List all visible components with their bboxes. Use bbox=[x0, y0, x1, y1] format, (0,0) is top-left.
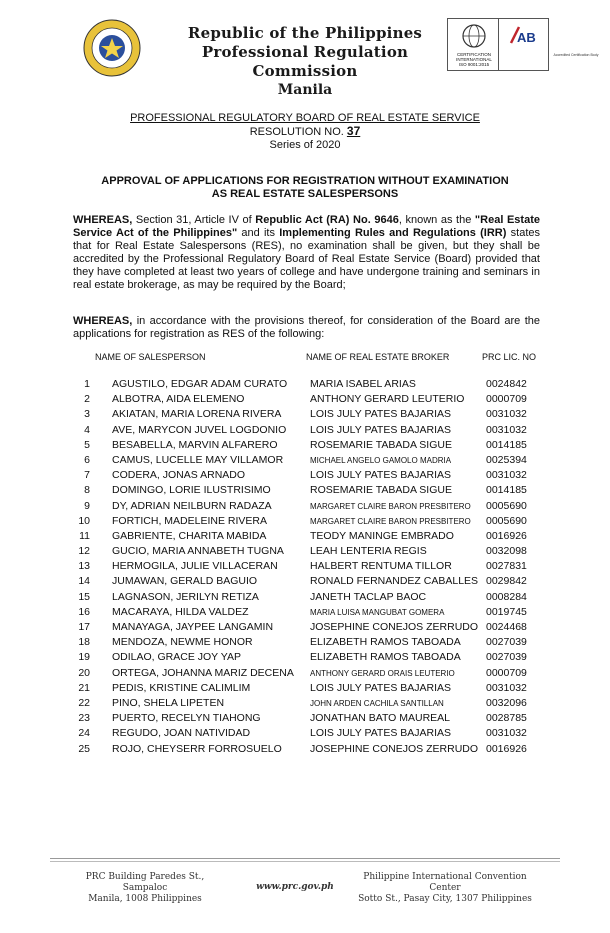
table-row bbox=[70, 424, 550, 439]
row-number: 21 bbox=[78, 681, 90, 694]
p1-act-title: "Real Estate Service Act of the Philippines" bbox=[73, 214, 540, 239]
row-number: 5 bbox=[84, 438, 90, 451]
license-number: 0000709 bbox=[486, 666, 527, 679]
table-row bbox=[70, 469, 550, 484]
license-number: 0031032 bbox=[486, 681, 527, 694]
p1-irr: Implementing Rules and Regulations (IRR) bbox=[279, 227, 507, 239]
broker-name: MARIA LUISA MANGUBAT GOMERA bbox=[310, 607, 445, 617]
broker-name: JOSEPHINE CONEJOS ZERRUDO bbox=[310, 742, 479, 755]
salesperson-name: BESABELLA, MARVIN ALFARERO bbox=[112, 438, 278, 451]
salesperson-name: CODERA, JONAS ARNADO bbox=[112, 469, 246, 482]
row-number: 11 bbox=[79, 529, 90, 542]
table-row bbox=[70, 697, 550, 712]
title-line-2: AS REAL ESTATE SALESPERSONS bbox=[211, 188, 399, 200]
salesperson-name: AGUSTILO, EDGAR ADAM CURATO bbox=[112, 378, 288, 390]
broker-name: HALBERT RENTUMA TILLOR bbox=[310, 560, 452, 573]
broker-name: MARIA ISABEL ARIAS bbox=[310, 378, 416, 390]
table-row bbox=[70, 378, 550, 393]
column-header-broker: NAME OF REAL ESTATE BROKER bbox=[306, 352, 450, 362]
broker-name: LOIS JULY PATES BAJARIAS bbox=[310, 727, 452, 740]
row-number: 8 bbox=[84, 484, 90, 497]
table-row bbox=[70, 651, 550, 666]
cert-left-label: CERTIFICATION INTERNATIONAL bbox=[456, 52, 492, 62]
cert-left-iso: ISO 9001:2015 bbox=[458, 62, 490, 67]
broker-name: JOHN ARDEN CACHILA SANTILLAN bbox=[310, 698, 444, 708]
license-number: 0005690 bbox=[486, 499, 527, 512]
license-number: 0027831 bbox=[486, 560, 527, 573]
table-row bbox=[70, 591, 550, 606]
salesperson-name: DOMINGO, LORIE ILUSTRISIMO bbox=[112, 484, 271, 497]
row-number: 25 bbox=[78, 742, 90, 755]
whereas-paragraph-2 bbox=[73, 315, 540, 341]
resolution-number: 37 bbox=[346, 124, 361, 138]
footer-website[interactable]: www.prc.gov.ph bbox=[256, 882, 334, 892]
broker-name: LOIS JULY PATES BAJARIAS bbox=[310, 681, 452, 694]
salesperson-name: REGUDO, JOAN NATIVIDAD bbox=[112, 727, 251, 740]
license-number: 0027039 bbox=[486, 651, 527, 664]
p1-text-a: Section 31, Article IV of bbox=[132, 214, 256, 226]
license-number: 0031032 bbox=[486, 423, 527, 436]
accreditation-ab-icon bbox=[499, 19, 549, 51]
salesperson-name: GUCIO, MARIA ANNABETH TUGNA bbox=[112, 545, 284, 558]
footer-left-line-2: Manila, 1008 Philippines bbox=[88, 894, 202, 904]
row-number: 6 bbox=[84, 453, 90, 466]
board-name: PROFESSIONAL REGULATORY BOARD OF REAL ESTATE SERVICE bbox=[130, 112, 480, 124]
broker-name: LOIS JULY PATES BAJARIAS bbox=[310, 423, 452, 436]
license-number: 0028785 bbox=[486, 712, 527, 725]
salesperson-name: JUMAWAN, GERALD BAGUIO bbox=[112, 575, 258, 588]
p2-text: in accordance with the provisions thereof, for consideration of the Board are the applications for registration as RES of the following: bbox=[73, 315, 540, 340]
salesperson-name: AKIATAN, MARIA LORENA RIVERA bbox=[112, 408, 282, 421]
table-row bbox=[70, 484, 550, 499]
whereas-paragraph-1 bbox=[73, 214, 540, 292]
row-number: 2 bbox=[84, 393, 90, 406]
row-number: 4 bbox=[84, 423, 90, 436]
table-row bbox=[70, 454, 550, 469]
salesperson-name: MACARAYA, HILDA VALDEZ bbox=[112, 605, 249, 618]
salesperson-name: CAMUS, LUCELLE MAY VILLAMOR bbox=[112, 453, 284, 466]
table-row bbox=[70, 575, 550, 590]
broker-name: LOIS JULY PATES BAJARIAS bbox=[310, 408, 452, 421]
broker-name: MARGARET CLAIRE BARON PRESBITERO bbox=[310, 501, 471, 511]
footer-left-line-1: PRC Building Paredes St., Sampaloc bbox=[85, 872, 205, 893]
footer-right-line-2: Sotto St., Pasay City, 1307 Philippines bbox=[358, 894, 532, 904]
salesperson-list bbox=[70, 378, 550, 758]
salesperson-name: PEDIS, KRISTINE CALIMLIM bbox=[112, 681, 251, 694]
broker-name: LOIS JULY PATES BAJARIAS bbox=[310, 469, 452, 482]
license-number: 0024842 bbox=[486, 378, 527, 390]
license-number: 0032096 bbox=[486, 696, 527, 709]
table-row bbox=[70, 393, 550, 408]
agency-header bbox=[150, 24, 460, 99]
document-title bbox=[0, 175, 610, 201]
cert-right-label: Accredited Certification Body bbox=[553, 53, 599, 57]
accreditation-ab-text: AB bbox=[517, 30, 536, 45]
license-number: 0014185 bbox=[486, 484, 527, 497]
salesperson-name: GABRIENTE, CHARITA MABIDA bbox=[112, 529, 267, 542]
salesperson-name: ALBOTRA, AIDA ELEMENO bbox=[112, 393, 245, 406]
broker-name: TEODY MANINGE EMBRADO bbox=[310, 529, 454, 542]
table-row bbox=[70, 530, 550, 545]
salesperson-name: ODILAO, GRACE JOY YAP bbox=[112, 651, 241, 664]
broker-name: ROSEMARIE TABADA SIGUE bbox=[310, 484, 452, 497]
row-number: 16 bbox=[78, 605, 90, 618]
row-number: 14 bbox=[78, 575, 90, 588]
p1-text-e: and its bbox=[237, 227, 280, 239]
license-number: 0032098 bbox=[486, 545, 527, 558]
row-number: 22 bbox=[78, 696, 90, 709]
salesperson-name: DY, ADRIAN NEILBURN RADAZA bbox=[112, 499, 272, 512]
license-number: 0016926 bbox=[486, 529, 527, 542]
license-number: 0031032 bbox=[486, 408, 527, 421]
column-header-license: PRC LIC. NO bbox=[482, 352, 537, 362]
accreditation-logo bbox=[499, 18, 599, 71]
row-number: 17 bbox=[78, 621, 90, 633]
license-number: 0031032 bbox=[486, 469, 527, 482]
license-number: 0014185 bbox=[486, 438, 527, 451]
certification-globe-icon bbox=[448, 19, 500, 51]
p1-text-c: , known as the bbox=[398, 214, 475, 226]
table-row bbox=[70, 515, 550, 530]
footer-address-right bbox=[350, 872, 540, 905]
table-row bbox=[70, 743, 550, 758]
prc-seal-logo bbox=[83, 19, 141, 77]
row-number: 9 bbox=[84, 499, 90, 512]
title-line-1: APPROVAL OF APPLICATIONS FOR REGISTRATION WITHOUT EXAMINATION bbox=[101, 175, 509, 187]
row-number: 10 bbox=[78, 514, 90, 527]
footer-divider bbox=[50, 858, 560, 859]
license-number: 0016926 bbox=[486, 742, 527, 755]
salesperson-name: MENDOZA, NEWME HONOR bbox=[112, 636, 253, 649]
license-number: 0027039 bbox=[486, 636, 527, 649]
row-number: 23 bbox=[78, 712, 90, 725]
row-number: 20 bbox=[78, 666, 90, 679]
footer-address-left bbox=[70, 872, 220, 905]
broker-name: JOSEPHINE CONEJOS ZERRUDO bbox=[310, 621, 479, 633]
table-row bbox=[70, 606, 550, 621]
column-header-salesperson: NAME OF SALESPERSON bbox=[95, 352, 206, 362]
resolution-series: Series of 2020 bbox=[269, 139, 341, 151]
salesperson-name: ORTEGA, JOHANNA MARIZ DECENA bbox=[112, 666, 294, 679]
row-number: 15 bbox=[78, 590, 90, 603]
license-number: 0031032 bbox=[486, 727, 527, 740]
resolution-label: RESOLUTION NO. bbox=[249, 126, 344, 138]
row-number: 1 bbox=[84, 378, 90, 390]
table-row bbox=[70, 560, 550, 575]
certification-international-logo bbox=[447, 18, 499, 71]
row-number: 24 bbox=[78, 727, 90, 740]
license-number: 0005690 bbox=[486, 514, 527, 527]
table-row bbox=[70, 545, 550, 560]
broker-name: LEAH LENTERIA REGIS bbox=[310, 545, 427, 558]
salesperson-name: FORTICH, MADELEINE RIVERA bbox=[112, 514, 267, 527]
table-row bbox=[70, 621, 550, 636]
license-number: 0029842 bbox=[486, 575, 527, 588]
table-row bbox=[70, 682, 550, 697]
resolution-heading bbox=[0, 112, 610, 152]
broker-name: ANTHONY GERARD LEUTERIO bbox=[310, 393, 465, 406]
certification-marks bbox=[447, 18, 599, 71]
header-line-city: Manila bbox=[277, 82, 333, 98]
broker-name: MICHAEL ANGELO GAMOLO MADRIA bbox=[310, 455, 452, 465]
salesperson-name: HERMOGILA, JULIE VILLACERAN bbox=[112, 560, 278, 573]
table-row bbox=[70, 636, 550, 651]
license-number: 0019745 bbox=[486, 605, 527, 618]
row-number: 19 bbox=[78, 651, 90, 664]
table-row bbox=[70, 500, 550, 515]
broker-name: RONALD FERNANDEZ CABALLES bbox=[310, 575, 479, 588]
broker-name: JANETH TACLAP BAOC bbox=[310, 590, 427, 603]
broker-name: MARGARET CLAIRE BARON PRESBITERO bbox=[310, 516, 471, 526]
p1-act-number: Republic Act (RA) No. 9646 bbox=[255, 214, 399, 226]
row-number: 7 bbox=[84, 469, 90, 482]
table-row bbox=[70, 439, 550, 454]
table-row bbox=[70, 408, 550, 423]
row-number: 13 bbox=[78, 560, 90, 573]
p2-lead: WHEREAS, bbox=[73, 315, 133, 327]
license-number: 0025394 bbox=[486, 453, 527, 466]
broker-name: JONATHAN BATO MAUREAL bbox=[310, 712, 451, 725]
table-row bbox=[70, 727, 550, 742]
table-row bbox=[70, 667, 550, 682]
row-number: 3 bbox=[84, 408, 90, 421]
broker-name: ELIZABETH RAMOS TABOADA bbox=[310, 651, 461, 664]
salesperson-name: ROJO, CHEYSERR FORROSUELO bbox=[112, 742, 282, 755]
salesperson-name: LAGNASON, JERILYN RETIZA bbox=[112, 590, 259, 603]
row-number: 18 bbox=[78, 636, 90, 649]
license-number: 0024468 bbox=[486, 621, 527, 633]
p1-lead: WHEREAS, bbox=[73, 214, 133, 226]
broker-name: ANTHONY GERARD ORAIS LEUTERIO bbox=[310, 668, 455, 678]
salesperson-name: MANAYAGA, JAYPEE LANGAMIN bbox=[112, 621, 274, 633]
license-number: 0000709 bbox=[486, 393, 527, 406]
footer-divider-secondary bbox=[50, 861, 560, 862]
row-number: 12 bbox=[78, 545, 90, 558]
salesperson-name: PUERTO, RECELYN TIAHONG bbox=[112, 712, 261, 725]
footer-right-line-1: Philippine International Convention Center bbox=[363, 872, 527, 893]
p1-text-g: states that for Real Estate Salespersons (RES), no examination shall be given, but they shall be accredited by the Professional Regulatory Board of Real Estate Service (Board) provided that they have completed at least two years of college and have undergone training and seminars in real estate brokerage, as may be required by the Board; bbox=[73, 227, 540, 291]
header-line-republic: Republic of the Philippines bbox=[187, 24, 423, 42]
salesperson-name: PINO, SHELA LIPETEN bbox=[112, 696, 225, 709]
table-row bbox=[70, 712, 550, 727]
broker-name: ELIZABETH RAMOS TABOADA bbox=[310, 636, 461, 649]
license-number: 0008284 bbox=[486, 590, 527, 603]
salesperson-name: AVE, MARYCON JUVEL LOGDONIO bbox=[112, 423, 287, 436]
header-line-commission: Professional Regulation Commission bbox=[201, 43, 409, 80]
broker-name: ROSEMARIE TABADA SIGUE bbox=[310, 438, 452, 451]
